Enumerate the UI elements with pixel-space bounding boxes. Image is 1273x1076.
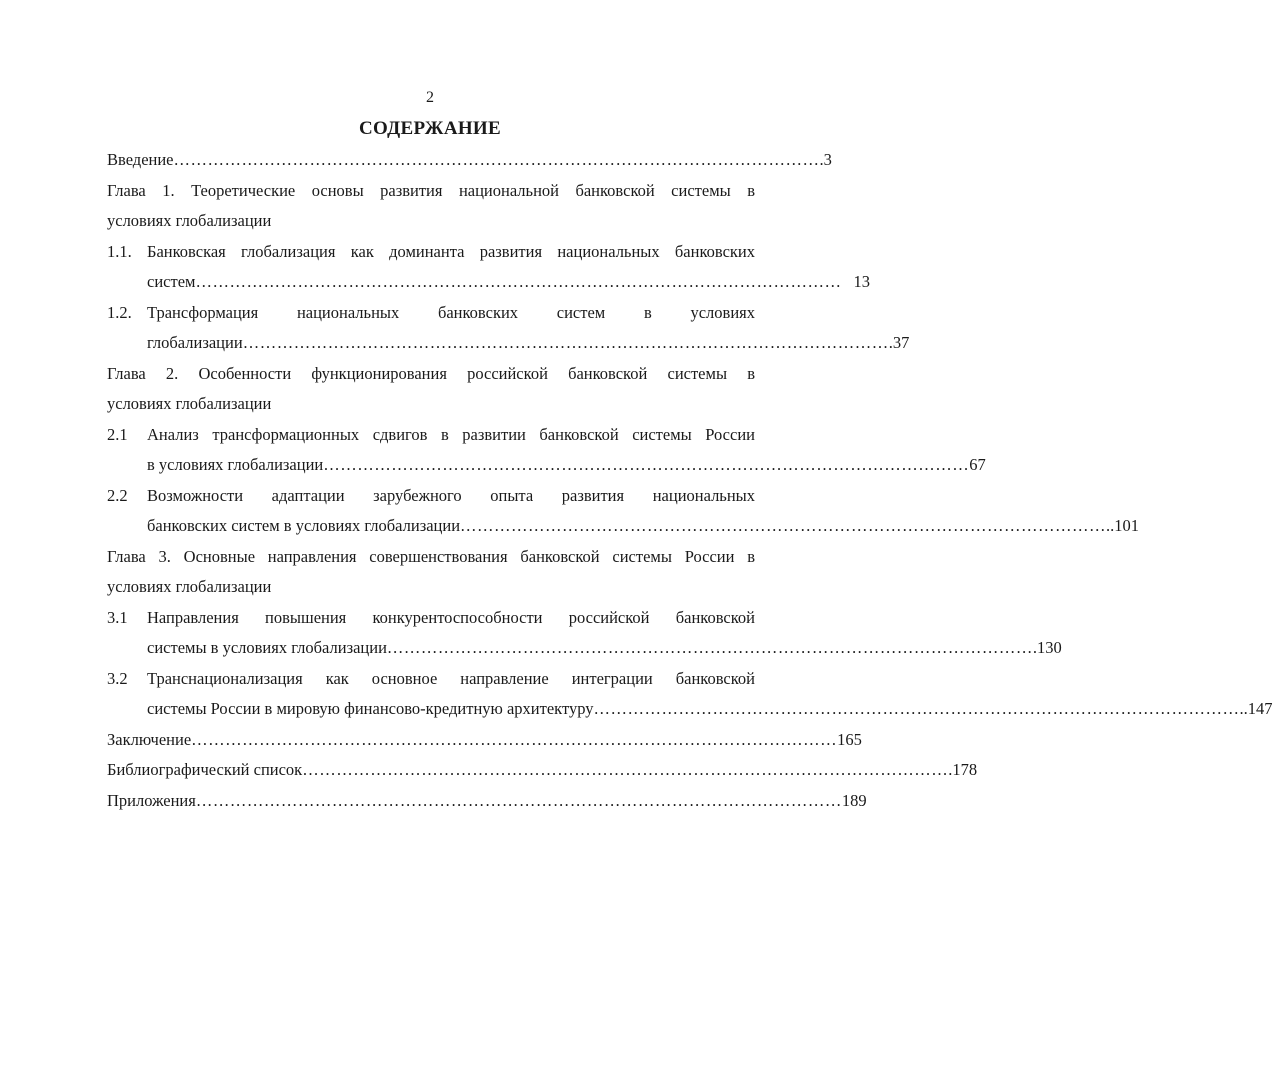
toc-label: Введение bbox=[107, 150, 174, 169]
toc-leader: …………………………………………………………………………………………………… bbox=[323, 455, 970, 474]
toc-page: .130 bbox=[1032, 638, 1062, 657]
toc-leader: …………………………………………………………………………………………………… bbox=[195, 272, 842, 291]
toc-section-number: 1.2. bbox=[107, 302, 132, 322]
toc-section-title: Транснационализация как основное направление интеграции банковской bbox=[147, 668, 755, 688]
toc-section-2-2[interactable] bbox=[107, 481, 1140, 542]
toc-entry-intro[interactable] bbox=[107, 145, 832, 176]
toc-section-title: Анализ трансформационных сдвигов в развитии банковской системы России bbox=[147, 424, 755, 444]
toc-section-title-cont: в условиях глобализации bbox=[147, 455, 324, 474]
toc-label: Библиографический список bbox=[107, 760, 303, 779]
toc-chapter-2[interactable]: Глава 2. Особенности функционирования российской банковской системы в bbox=[107, 363, 755, 383]
toc-section-title: Трансформация национальных банковских систем в условиях bbox=[147, 302, 755, 322]
toc-page: ..101 bbox=[1106, 516, 1140, 535]
toc-leader: …………………………………………………………………………………………………… bbox=[593, 699, 1240, 718]
toc-page: .37 bbox=[888, 333, 910, 352]
toc-entry-conclusion[interactable] bbox=[107, 725, 862, 756]
toc-leader: …………………………………………………………………………………………………… bbox=[173, 150, 820, 169]
toc-label: Заключение bbox=[107, 729, 192, 749]
toc-section-2-1[interactable] bbox=[107, 420, 986, 481]
toc-page: 13 bbox=[853, 272, 870, 291]
table-of-contents bbox=[107, 145, 1273, 816]
toc-chapter-1-cont: условиях глобализации bbox=[107, 211, 272, 230]
toc-chapter-1[interactable]: Глава 1. Теоретические основы развития национальной банковской системы в bbox=[107, 180, 755, 200]
toc-section-number: 1.1. bbox=[107, 241, 132, 261]
toc-page: 67 bbox=[969, 455, 986, 474]
toc-leader: …………………………………………………………………………………………………… bbox=[195, 790, 842, 810]
toc-section-title: Направления повышения конкурентоспособности российской банковской bbox=[147, 607, 755, 627]
toc-chapter-3[interactable]: Глава 3. Основные направления совершенствования банковской системы России в bbox=[107, 546, 755, 566]
toc-entry-bibliography[interactable] bbox=[107, 755, 978, 786]
toc-section-title: Возможности адаптации зарубежного опыта развития национальных bbox=[147, 485, 755, 505]
toc-section-title-cont: глобализации bbox=[147, 333, 243, 352]
toc-section-3-2[interactable] bbox=[107, 664, 1273, 725]
toc-chapter-3-cont: условиях глобализации bbox=[107, 577, 272, 596]
toc-section-title-cont: системы в условиях глобализации bbox=[147, 638, 387, 657]
toc-section-3-1[interactable] bbox=[107, 603, 1062, 664]
toc-leader: …………………………………………………………………………………………………… bbox=[460, 516, 1107, 535]
page-number: 2 bbox=[426, 89, 434, 106]
toc-section-title-cont: банковских систем в условиях глобализации bbox=[147, 516, 461, 535]
toc-leader: …………………………………………………………………………………………………… bbox=[242, 333, 889, 352]
toc-page: .3 bbox=[819, 150, 832, 169]
toc-section-title-cont: систем bbox=[147, 272, 196, 291]
toc-leader: …………………………………………………………………………………………………… bbox=[302, 760, 949, 779]
toc-page: .178 bbox=[948, 760, 978, 779]
page-title: СОДЕРЖАНИЕ bbox=[359, 118, 501, 139]
toc-page: ..147 bbox=[1239, 699, 1273, 718]
toc-section-number: 3.2 bbox=[107, 668, 128, 688]
toc-page: 165 bbox=[837, 729, 862, 749]
toc-section-1-2[interactable] bbox=[107, 298, 910, 359]
toc-label: Приложения bbox=[107, 790, 196, 810]
toc-section-number: 2.1 bbox=[107, 424, 128, 444]
toc-section-number: 3.1 bbox=[107, 607, 128, 627]
toc-leader: …………………………………………………………………………………………………… bbox=[191, 729, 838, 749]
toc-entry-appendix[interactable] bbox=[107, 786, 867, 817]
toc-section-title-cont: системы России в мировую финансово-кредитную архитектуру bbox=[147, 699, 594, 718]
toc-page: 189 bbox=[841, 790, 867, 810]
toc-section-1-1[interactable] bbox=[107, 237, 870, 298]
toc-chapter-2-cont: условиях глобализации bbox=[107, 394, 272, 413]
toc-leader: …………………………………………………………………………………………………… bbox=[386, 638, 1033, 657]
toc-section-number: 2.2 bbox=[107, 485, 128, 505]
toc-section-title: Банковская глобализация как доминанта развития национальных банковских bbox=[147, 241, 755, 261]
